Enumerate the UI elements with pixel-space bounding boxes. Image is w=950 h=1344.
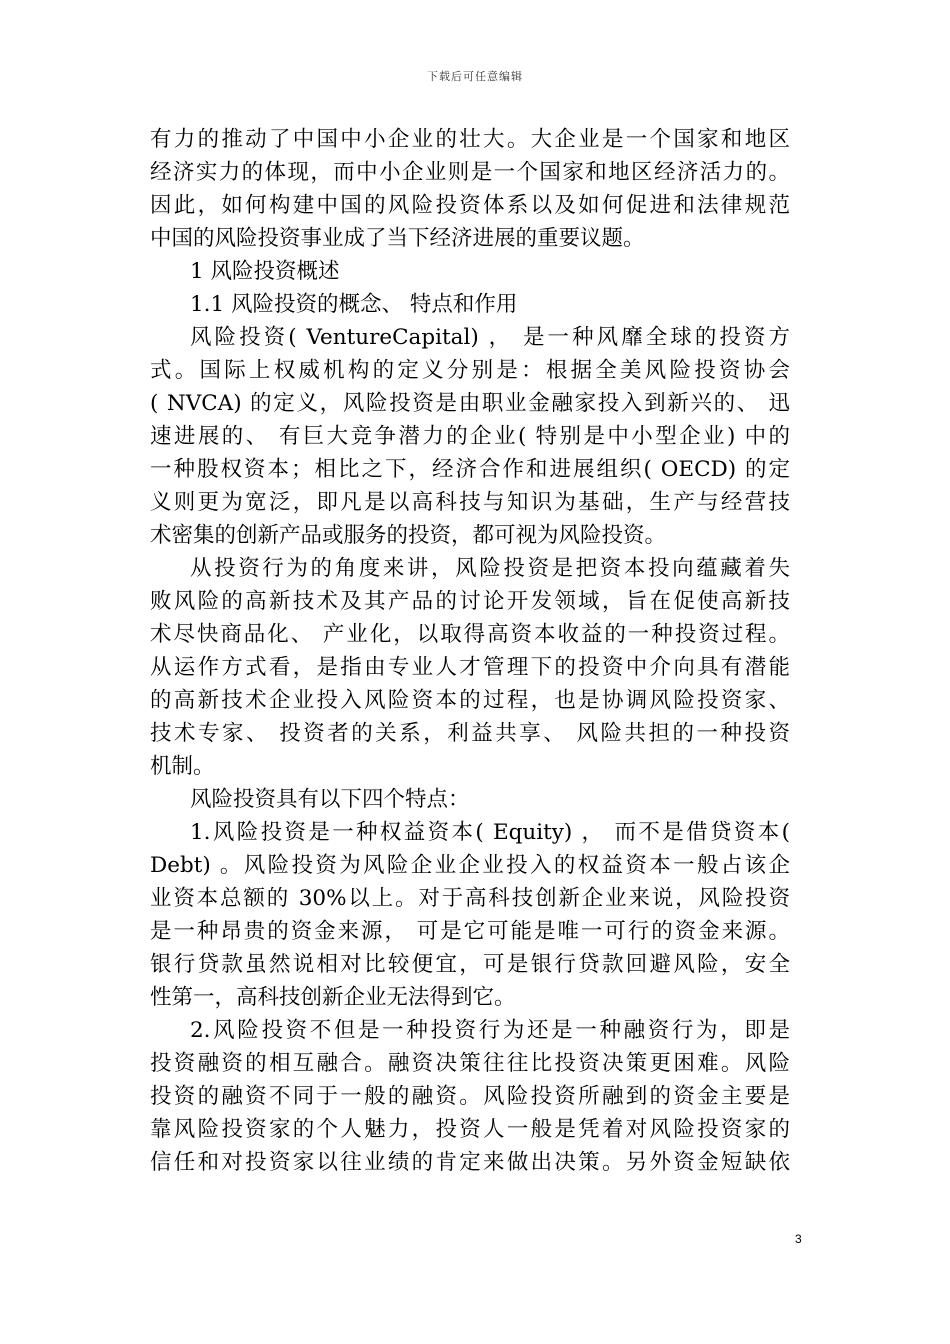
text-line: 2.风险投资不但是一种投资行为还是一种融资行为，即是 — [190, 1018, 790, 1043]
text-line: 靠风险投资家的个人魅力，投资人一般是凭着对风险投资家的 — [150, 1117, 790, 1142]
text-line: 败风险的高新技术及其产品的讨论开发领域，旨在促使高新技 — [150, 589, 790, 614]
page-number: 3 — [795, 1232, 802, 1246]
text-line: 一种股权资本；相比之下，经济合作和进展组织( OECD) 的定 — [150, 457, 790, 482]
text-line: 信任和对投资家以往业绩的肯定来做出决策。另外资金短缺依 — [150, 1150, 790, 1175]
text-line: 式。国际上权威机构的定义分别是：根据全美风险投资协会 — [150, 358, 790, 383]
page-header-note: 下载后可任意编辑 — [427, 70, 523, 83]
text-line: 中国的风险投资事业成了当下经济进展的重要议题。 — [150, 226, 645, 251]
text-line: 从投资行为的角度来讲，风险投资是把资本投向蕴藏着失 — [190, 556, 790, 581]
text-line: 风险投资( VentureCapital) ， 是一种风靡全球的投资方 — [190, 325, 790, 350]
text-line: 义则更为宽泛，即凡是以高科技与知识为基础，生产与经营技 — [150, 490, 790, 515]
document-body — [150, 123, 790, 1179]
text-line: 1 风险投资概述 — [190, 259, 340, 284]
text-line: 是一种昂贵的资金来源， 可是它可能是唯一可行的资金来源。 — [150, 919, 790, 944]
text-line: 1.1 风险投资的概念、 特点和作用 — [190, 292, 518, 317]
text-line: 风险投资具有以下四个特点： — [190, 787, 470, 812]
text-line: 银行贷款虽然说相对比较便宜，可是银行贷款回避风险，安全 — [150, 952, 790, 977]
text-line: 术尽快商品化、 产业化，以取得高资本收益的一种投资过程。 — [150, 622, 790, 647]
text-line: 因此，如何构建中国的风险投资体系以及如何促进和法律规范 — [150, 193, 790, 218]
text-line: 经济实力的体现，而中小企业则是一个国家和地区经济活力的。 — [150, 160, 790, 185]
text-line: 技术专家、 投资者的关系，利益共享、 风险共担的一种投资 — [150, 721, 790, 746]
text-line: 有力的推动了中国中小企业的壮大。大企业是一个国家和地区 — [150, 127, 790, 152]
text-line: 投资融资的相互融合。融资决策往往比投资决策更困难。风险 — [150, 1051, 790, 1076]
text-line: 1.风险投资是一种权益资本( Equity) ， 而不是借贷资本( — [190, 820, 790, 845]
text-line: 性第一，高科技创新企业无法得到它。 — [150, 985, 516, 1010]
text-line: 从运作方式看，是指由专业人才管理下的投资中介向具有潜能 — [150, 655, 790, 680]
text-line: ( NVCA) 的定义，风险投资是由职业金融家投入到新兴的、 迅 — [150, 391, 790, 416]
text-line: 速进展的、 有巨大竞争潜力的企业( 特别是中小型企业) 中的 — [150, 424, 790, 449]
text-line: 的高新技术企业投入风险资本的过程，也是协调风险投资家、 — [150, 688, 790, 713]
text-line: 术密集的创新产品或服务的投资，都可视为风险投资。 — [150, 523, 667, 548]
text-line: 业资本总额的 30%以上。对于高科技创新企业来说，风险投资 — [150, 886, 790, 911]
text-line: 投资的融资不同于一般的融资。风险投资所融到的资金主要是 — [150, 1084, 790, 1109]
text-line: Debt) 。风险投资为风险企业企业投入的权益资本一般占该企 — [150, 853, 790, 878]
text-line: 机制。 — [150, 754, 215, 779]
